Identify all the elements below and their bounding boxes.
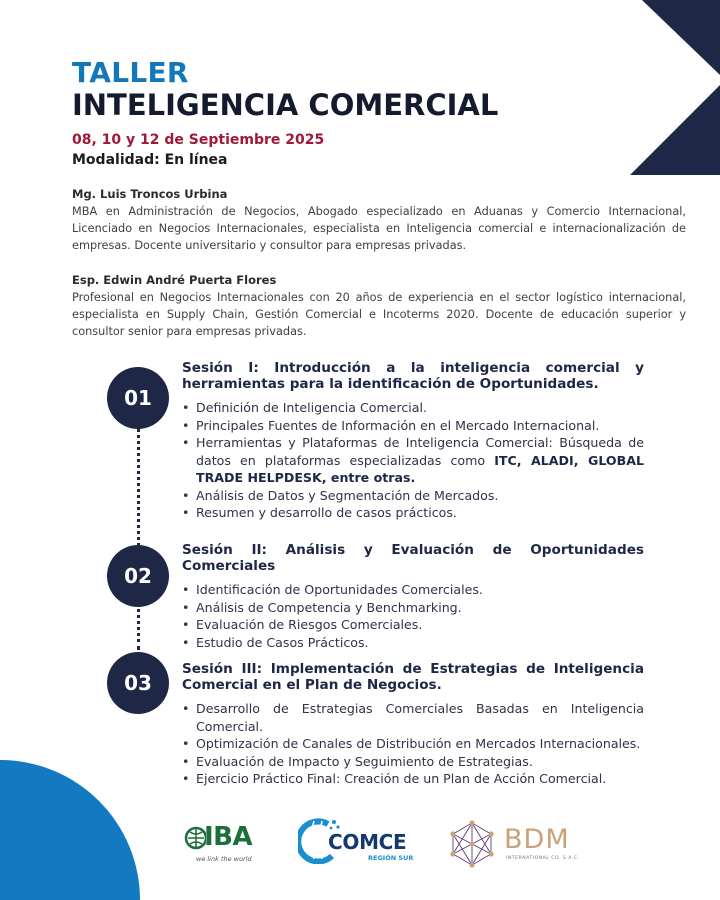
session-3 xyxy=(182,661,644,788)
list-item: • Ejercicio Práctico Final: Creación de un Plan de Acción Comercial. xyxy=(182,770,644,788)
globe-icon xyxy=(184,824,206,852)
speaker-bio: MBA en Administración de Negocios, Abogado especializado en Aduanas y Comercio Internacional, Licenciado en Negocios Internacionales, especialista en Inteligencia comercial e internacionalización de empresas. Docente universitario y consultor para empresas privadas. xyxy=(72,205,686,253)
session-title: Sesión I: Introducción a la inteligencia comercial y herramientas para la identificación de Oportunidades. xyxy=(182,360,644,392)
session-topics xyxy=(182,399,644,522)
bdm-subtitle: INTERNATIONAL CO. S.A.C. xyxy=(506,856,580,861)
session-topics xyxy=(182,700,644,788)
page-title: INTELIGENCIA COMERCIAL xyxy=(72,87,499,122)
list-item: • Desarrollo de Estrategias Comerciales Basadas en Inteligencia Comercial. xyxy=(182,700,644,735)
iba-logo-text: IBA xyxy=(204,822,253,852)
header xyxy=(72,58,632,168)
comce-subtitle: REGIÓN SUR xyxy=(368,854,414,862)
list-item: • Definición de Inteligencia Comercial. xyxy=(182,399,644,417)
event-dates: 08, 10 y 12 de Septiembre 2025 xyxy=(72,132,325,149)
speaker-1 xyxy=(72,187,686,255)
session-number-badge: 01 xyxy=(107,367,169,429)
list-item: • Resumen y desarrollo de casos prácticos. xyxy=(182,504,644,522)
iba-logo xyxy=(184,822,264,868)
list-item-highlight: ITC, ALADI, GLOBAL TRADE HELPDESK, entre otras. xyxy=(196,452,644,485)
header-kicker: TALLER xyxy=(72,56,189,89)
speaker-name: Mg. Luis Troncos Urbina xyxy=(72,187,228,201)
network-hexagon-icon xyxy=(448,820,496,868)
session-number-badge: 02 xyxy=(107,545,169,607)
list-item: • Análisis de Competencia y Benchmarking. xyxy=(182,599,644,617)
session-title: Sesión III: Implementación de Estrategias de Inteligencia Comercial en el Plan de Negocios. xyxy=(182,661,644,693)
list-item: • Evaluación de Riesgos Comerciales. xyxy=(182,616,644,634)
corner-decoration-bottom-left xyxy=(0,760,140,900)
session-1 xyxy=(182,360,644,522)
comce-logo-text: COMCE xyxy=(328,830,407,854)
speaker-2 xyxy=(72,273,686,341)
session-number-badge: 03 xyxy=(107,652,169,714)
list-item: • Análisis de Datos y Segmentación de Mercados. xyxy=(182,487,644,505)
session-title: Sesión II: Análisis y Evaluación de Oportunidades Comerciales xyxy=(182,542,644,574)
timeline-dotted-line xyxy=(137,428,140,650)
corner-decoration-top-right xyxy=(630,0,720,175)
list-item: • Principales Fuentes de Información en el Mercado Internacional. xyxy=(182,417,644,435)
speaker-bio: Profesional en Negocios Internacionales con 20 años de experiencia en el sector logístico internacional, especialista en Supply Chain, Gestión Comercial e Incoterms 2020. Docente de educación superior y consultor senior para empresas privadas. xyxy=(72,291,686,339)
bdm-logo xyxy=(448,818,588,870)
bdm-logo-text: BDM xyxy=(504,824,570,855)
list-item: • Evaluación de Impacto y Seguimiento de Estrategias. xyxy=(182,753,644,771)
iba-tagline: we link the world xyxy=(196,855,252,863)
comce-logo xyxy=(298,812,418,870)
list-item-text: Herramientas y Plataformas de Inteligencia Comercial: Búsqueda de datos en plataformas especializadas como xyxy=(196,435,644,468)
event-modality: Modalidad: En línea xyxy=(72,152,228,169)
list-item xyxy=(182,434,644,487)
session-topics xyxy=(182,581,644,651)
session-2 xyxy=(182,542,644,651)
speaker-name: Esp. Edwin André Puerta Flores xyxy=(72,273,277,287)
list-item: • Optimización de Canales de Distribución en Mercados Internacionales. xyxy=(182,735,644,753)
list-item: • Estudio de Casos Prácticos. xyxy=(182,634,644,652)
list-item: • Identificación de Oportunidades Comerciales. xyxy=(182,581,644,599)
